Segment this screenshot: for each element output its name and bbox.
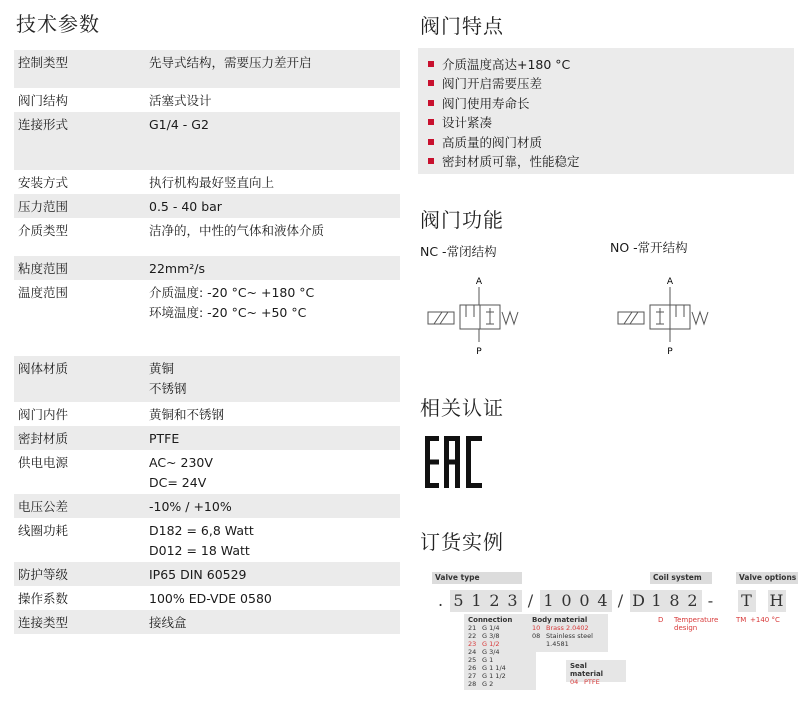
spec-key: 阀门内件 bbox=[18, 407, 69, 422]
coil-option-name: Temperature bbox=[674, 616, 719, 624]
seal-material-name: PTFE bbox=[584, 678, 600, 686]
no-valve-symbol-icon bbox=[612, 272, 712, 358]
spec-value: IP65 DIN 60529 bbox=[149, 567, 247, 582]
spec-value: AC~ 230V bbox=[149, 455, 213, 470]
bullet-square-icon bbox=[428, 119, 434, 125]
feature-item bbox=[428, 74, 794, 94]
connection-box bbox=[464, 614, 536, 690]
feature-text: 介质温度高达+180 °C bbox=[442, 56, 571, 72]
bullet-square-icon bbox=[428, 158, 434, 164]
code-char: 0 bbox=[558, 590, 576, 612]
spec-value: 介质温度: -20 °C~ +180 °C bbox=[149, 285, 315, 300]
code-char: . bbox=[437, 591, 445, 610]
spec-key: 线圈功耗 bbox=[18, 523, 69, 538]
bullet-square-icon bbox=[428, 100, 434, 106]
spec-row bbox=[14, 112, 400, 170]
connection-size: G 1 bbox=[482, 656, 494, 664]
spec-value: 0.5 - 40 bar bbox=[149, 199, 222, 214]
spec-value: 不锈钢 bbox=[149, 381, 187, 396]
code-char: - bbox=[707, 591, 715, 610]
body-material-extra: 1.4581 bbox=[546, 640, 569, 648]
header-valve-type: Valve type bbox=[432, 572, 522, 584]
nc-valve-symbol-icon bbox=[424, 272, 524, 358]
spec-key: 操作系数 bbox=[18, 591, 69, 606]
connection-item bbox=[468, 624, 532, 632]
connection-code: 22 bbox=[468, 632, 477, 640]
spec-row bbox=[14, 50, 400, 88]
connection-item bbox=[468, 648, 532, 656]
body-material-name: Brass 2.0402 bbox=[546, 624, 589, 632]
spec-value: G1/4 - G2 bbox=[149, 117, 209, 132]
spec-key: 介质类型 bbox=[18, 223, 69, 238]
code-char: D bbox=[630, 590, 648, 612]
connection-item bbox=[468, 680, 532, 688]
spec-row bbox=[14, 518, 400, 562]
code-char: 1 bbox=[540, 590, 558, 612]
spec-row bbox=[14, 256, 400, 280]
seal-material-item bbox=[570, 678, 622, 686]
valve-option bbox=[736, 616, 780, 624]
spec-row bbox=[14, 426, 400, 450]
spec-row bbox=[14, 280, 400, 356]
cert-title: 相关认证 bbox=[420, 396, 504, 420]
code-char: 1 bbox=[468, 590, 486, 612]
bullet-square-icon bbox=[428, 139, 434, 145]
spec-key: 电压公差 bbox=[18, 499, 69, 514]
body-material-item bbox=[532, 632, 604, 640]
body-material-title: Body material bbox=[532, 616, 588, 624]
spec-value: 洁净的，中性的气体和液体介质 bbox=[149, 223, 325, 238]
spec-value: D012 = 18 Watt bbox=[149, 543, 250, 558]
nc-label: NC -常闭结构 bbox=[420, 244, 497, 259]
code-char: 1 bbox=[648, 590, 666, 612]
bullet-square-icon bbox=[428, 80, 434, 86]
spec-key: 防护等级 bbox=[18, 567, 69, 582]
coil-option-code: D bbox=[658, 616, 664, 624]
feature-item bbox=[428, 54, 794, 74]
connection-code: 27 bbox=[468, 672, 477, 680]
valve-option-code: TM bbox=[736, 616, 747, 624]
spec-value: D182 = 6,8 Watt bbox=[149, 523, 254, 538]
spec-row bbox=[14, 88, 400, 112]
spec-value: 100% ED-VDE 0580 bbox=[149, 591, 272, 606]
eac-mark-icon bbox=[425, 436, 483, 488]
code-char: 5 bbox=[450, 590, 468, 612]
feature-text: 阀门使用寿命长 bbox=[442, 95, 530, 111]
connection-item bbox=[468, 656, 532, 664]
order-code-diagram bbox=[418, 572, 798, 690]
spec-key: 温度范围 bbox=[18, 285, 69, 300]
code-char: T bbox=[738, 590, 756, 612]
connection-size: G 2 bbox=[482, 680, 494, 688]
spec-row bbox=[14, 610, 400, 634]
spec-value: 黄铜和不锈钢 bbox=[149, 407, 225, 422]
code-char: 2 bbox=[486, 590, 504, 612]
connection-code: 24 bbox=[468, 648, 477, 656]
spec-key: 粘度范围 bbox=[18, 261, 69, 276]
spec-value: 先导式结构，需要压力差开启 bbox=[149, 55, 312, 70]
spec-value: DC= 24V bbox=[149, 475, 207, 490]
spec-row bbox=[14, 402, 400, 426]
feature-text: 密封材质可靠，性能稳定 bbox=[442, 154, 580, 170]
spec-row bbox=[14, 586, 400, 610]
connection-code: 26 bbox=[468, 664, 477, 672]
body-material-name: Stainless steel bbox=[546, 632, 593, 640]
spec-key: 连接类型 bbox=[18, 615, 69, 630]
no-port-p: P bbox=[667, 347, 673, 357]
connection-size: G 3/4 bbox=[482, 648, 500, 656]
body-material-box bbox=[528, 614, 608, 652]
seal-material-box bbox=[566, 660, 626, 686]
spec-title: 技术参数 bbox=[16, 12, 100, 36]
connection-size: G 1/2 bbox=[482, 640, 500, 648]
spec-value: 接线盒 bbox=[149, 615, 187, 630]
body-material-code: 08 bbox=[532, 632, 541, 640]
spec-row bbox=[14, 562, 400, 586]
code-char: H bbox=[769, 591, 785, 610]
spec-row bbox=[14, 494, 400, 518]
connection-code: 28 bbox=[468, 680, 477, 688]
feature-item bbox=[428, 152, 794, 172]
spec-key: 安装方式 bbox=[18, 175, 69, 190]
nc-port-p: P bbox=[476, 347, 482, 357]
feature-item bbox=[428, 93, 794, 113]
spec-value: -10% / +10% bbox=[149, 499, 232, 514]
feature-item bbox=[428, 113, 794, 133]
valve-option-name: +140 °C bbox=[750, 616, 780, 624]
spec-value: PTFE bbox=[149, 431, 180, 446]
spec-key: 阀体材质 bbox=[18, 361, 69, 376]
connection-item bbox=[468, 664, 532, 672]
body-material-code: 10 bbox=[532, 624, 541, 632]
connection-item bbox=[468, 640, 532, 648]
connection-code: 21 bbox=[468, 624, 477, 632]
spec-row bbox=[14, 194, 400, 218]
connection-size: G 1/4 bbox=[482, 624, 500, 632]
spec-value: 黄铜 bbox=[149, 361, 175, 376]
coil-option-name2: design bbox=[674, 624, 698, 632]
connection-item bbox=[468, 632, 532, 640]
code-char: 4 bbox=[594, 590, 612, 612]
connection-code: 25 bbox=[468, 656, 477, 664]
code-char: / bbox=[617, 591, 625, 610]
feature-item bbox=[428, 132, 794, 152]
bullet-square-icon bbox=[428, 61, 434, 67]
code-char: 0 bbox=[576, 590, 594, 612]
spec-key: 压力范围 bbox=[18, 199, 69, 214]
seal-material-code: 04 bbox=[570, 678, 579, 686]
code-char: 2 bbox=[684, 590, 702, 612]
code-char: 8 bbox=[666, 590, 684, 612]
function-title: 阀门功能 bbox=[420, 208, 504, 232]
code-char: 3 bbox=[504, 590, 522, 612]
connection-code: 23 bbox=[468, 640, 477, 648]
code-char: / bbox=[527, 591, 535, 610]
connection-size: G 1 1/4 bbox=[482, 664, 506, 672]
connection-size: G 1 1/2 bbox=[482, 672, 506, 680]
spec-key: 连接形式 bbox=[18, 117, 69, 132]
header-valve-options: Valve options bbox=[736, 572, 798, 584]
no-label: NO -常开结构 bbox=[610, 240, 688, 255]
spec-value: 环境温度: -20 °C~ +50 °C bbox=[149, 305, 307, 320]
order-title: 订货实例 bbox=[420, 530, 504, 554]
feature-text: 高质量的阀门材质 bbox=[442, 134, 543, 150]
features-box bbox=[418, 48, 794, 174]
connection-size: G 3/8 bbox=[482, 632, 500, 640]
spec-key: 控制类型 bbox=[18, 55, 69, 70]
coil-option bbox=[658, 616, 718, 632]
spec-row bbox=[14, 218, 400, 256]
feature-text: 阀门开启需要压差 bbox=[442, 76, 543, 92]
spec-key: 密封材质 bbox=[18, 431, 69, 446]
nc-port-a: A bbox=[475, 277, 483, 287]
features-title: 阀门特点 bbox=[420, 14, 504, 38]
no-port-a: A bbox=[666, 277, 674, 287]
spec-value: 22mm²/s bbox=[149, 261, 205, 276]
spec-row bbox=[14, 356, 400, 402]
feature-text: 设计紧凑 bbox=[442, 115, 493, 131]
body-material-item bbox=[532, 624, 604, 632]
spec-value: 活塞式设计 bbox=[149, 93, 212, 108]
spec-key: 供电电源 bbox=[18, 455, 69, 470]
spec-value: 执行机构最好竖直向上 bbox=[149, 175, 275, 190]
spec-row bbox=[14, 450, 400, 494]
connection-item bbox=[468, 672, 532, 680]
header-coil-system: Coil system bbox=[650, 572, 712, 584]
connection-title: Connection bbox=[468, 616, 513, 624]
spec-key: 阀门结构 bbox=[18, 93, 69, 108]
seal-material-title: Seal material bbox=[570, 662, 604, 678]
spec-row bbox=[14, 170, 400, 194]
